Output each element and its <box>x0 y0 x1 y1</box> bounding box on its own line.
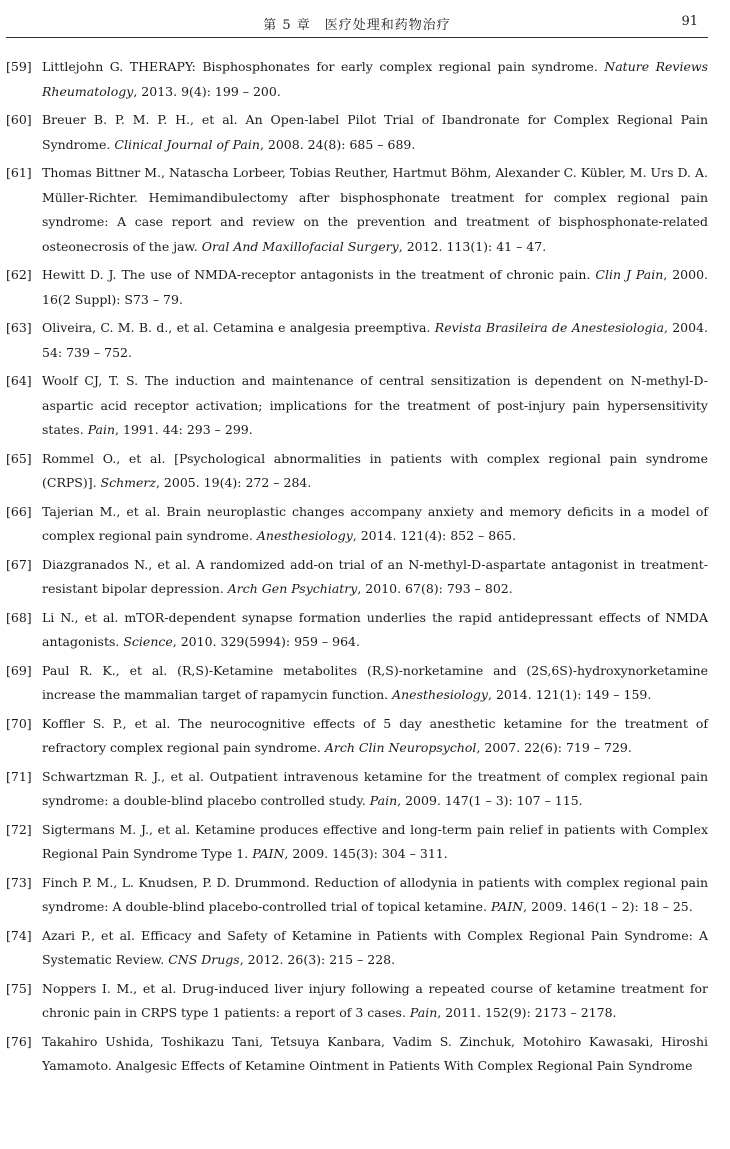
reference-number: [71] <box>6 768 32 784</box>
reference-number: [66] <box>6 503 32 519</box>
reference-item <box>6 500 708 549</box>
reference-item <box>6 108 708 157</box>
reference-item <box>6 263 708 312</box>
reference-text: Tajerian M., et al. Brain neuroplastic changes accompany anxiety and memory deficits in a model of complex regional pain syndrome. Anesthesiology, 2014. 121(4): 852 – 865. <box>42 503 708 543</box>
journal-name: Oral And Maxillofacial Surgery <box>201 238 399 254</box>
reference-item <box>6 369 708 443</box>
reference-number: [76] <box>6 1033 32 1049</box>
reference-text: Woolf CJ, T. S. The induction and maintenance of central sensitization is dependent on N-methyl-D-aspartic acid receptor activation; implications for the treatment of post-injury pain hypersensitivity states. Pain, 1991. 44: 293 – 299. <box>42 373 708 437</box>
journal-name: CNS Drugs <box>168 952 240 967</box>
reference-number: [64] <box>6 373 32 388</box>
journal-name: Pain <box>369 793 398 808</box>
reference-item <box>6 55 708 104</box>
reference-number: [72] <box>6 821 32 837</box>
page-number: 91 <box>681 14 698 29</box>
reference-list <box>6 55 708 1083</box>
journal-name: Arch Clin Neuropsychol <box>324 740 477 755</box>
reference-text: Diazgranados N., et al. A randomized add-on trial of an N-methyl-D-aspartate antagonist in treatment-resistant bipolar depression. Arch Gen Psychiatry, 2010. 67(8): 793 – 802. <box>42 556 708 596</box>
reference-text: Littlejohn G. THERAPY: Bisphosphonates for early complex regional pain syndrome. Nature Reviews Rheumatology, 2013. 9(4): 199 – 200. <box>42 59 708 99</box>
reference-text: Oliveira, C. M. B. d., et al. Cetamina e analgesia preemptiva. Revista Brasileira de Anestesiologia, 2004. 54: 739 – 752. <box>42 320 708 360</box>
reference-number: [63] <box>6 320 32 335</box>
journal-name: Science <box>123 634 173 649</box>
reference-item <box>6 659 708 708</box>
reference-number: [69] <box>6 662 32 678</box>
reference-item <box>6 606 708 655</box>
journal-name: PAIN <box>490 899 524 914</box>
reference-item <box>6 977 708 1026</box>
reference-item <box>6 712 708 761</box>
journal-name: Arch Gen Psychiatry <box>227 581 358 596</box>
reference-number: [65] <box>6 450 32 466</box>
journal-name: Pain <box>409 1005 438 1020</box>
reference-item <box>6 161 708 259</box>
journal-name: PAIN <box>252 846 285 861</box>
reference-number: [60] <box>6 112 32 127</box>
reference-text: Noppers I. M., et al. Drug-induced liver injury following a repeated course of ketamine treatment for chronic pain in CRPS type 1 patients: a report of 3 cases. Pain, 2011. 152(9): 2173 – 2178. <box>42 980 708 1020</box>
reference-text: Breuer B. P. M. P. H., et al. An Open-label Pilot Trial of Ibandronate for Complex Regional Pain Syndrome. Clinical Journal of Pain, 2008. 24(8): 685 – 689. <box>42 112 708 152</box>
reference-text: Sigtermans M. J., et al. Ketamine produces effective and long-term pain relief in patients with Complex Regional Pain Syndrome Type 1. PAIN, 2009. 145(3): 304 – 311. <box>42 821 708 861</box>
reference-text: Thomas Bittner M., Natascha Lorbeer, Tobias Reuther, Hartmut Böhm, Alexander C. Kübler, M. Urs D. A. Müller-Richter. Hemimandibulectomy after bisphosphonate treatment for complex regional pain syndrome: A case report and review on the prevention and treatment of bisphosphonate-related osteonecrosis of the jaw. Oral And Maxillofacial Surgery, 2012. 113(1): 41 – 47. <box>42 165 708 254</box>
reference-number: [75] <box>6 980 32 996</box>
reference-item <box>6 818 708 867</box>
reference-text: Koffler S. P., et al. The neurocognitive effects of 5 day anesthetic ketamine for the treatment of refractory complex regional pain syndrome. Arch Clin Neuropsychol, 2007. 22(6): 719 – 729. <box>42 715 708 755</box>
reference-number: [74] <box>6 927 32 943</box>
reference-text: Schwartzman R. J., et al. Outpatient intravenous ketamine for the treatment of complex regional pain syndrome: a double-blind placebo controlled study. Pain, 2009. 147(1 – 3): 107 – 115. <box>42 768 708 808</box>
journal-name: Schmerz <box>100 475 156 490</box>
reference-number: [70] <box>6 715 32 731</box>
reference-text: Azari P., et al. Efficacy and Safety of Ketamine in Patients with Complex Regional Pain Syndrome: A Systematic Review. CNS Drugs, 2012. 26(3): 215 – 228. <box>42 927 708 967</box>
journal-name: Clinical Journal of Pain <box>114 136 260 152</box>
journal-name: Pain <box>87 422 116 437</box>
reference-item <box>6 765 708 814</box>
journal-name: Revista Brasileira de Anestesiologia <box>434 320 664 335</box>
reference-number: [59] <box>6 59 32 74</box>
reference-item <box>6 871 708 920</box>
journal-name: Anesthesiology <box>392 687 488 702</box>
reference-item <box>6 447 708 496</box>
reference-number: [62] <box>6 267 32 282</box>
reference-text: Takahiro Ushida, Toshikazu Tani, Tetsuya Kanbara, Vadim S. Zinchuk, Motohiro Kawasaki, Hiroshi Yamamoto. Analgesic Effects of Ketamine Ointment in Patients With Complex Regional Pain Syndrome <box>42 1033 708 1073</box>
reference-item <box>6 1030 708 1079</box>
journal-name: Anesthesiology <box>256 528 353 543</box>
header-rule <box>6 37 708 38</box>
reference-text: Paul R. K., et al. (R,S)-Ketamine metabolites (R,S)-norketamine and (2S,6S)-hydroxynorketamine increase the mammalian target of rapamycin function. Anesthesiology, 2014. 121(1): 149 – 159. <box>42 662 708 702</box>
reference-text: Li N., et al. mTOR-dependent synapse formation underlies the rapid antidepressant effects of NMDA antagonists. Science, 2010. 329(5994): 959 – 964. <box>42 609 708 649</box>
journal-name: Clin J Pain <box>595 267 664 282</box>
reference-number: [61] <box>6 165 32 180</box>
reference-number: [67] <box>6 556 32 572</box>
reference-item <box>6 553 708 602</box>
reference-text: Hewitt D. J. The use of NMDA-receptor antagonists in the treatment of chronic pain. Clin J Pain, 2000. 16(2 Suppl): S73 – 79. <box>42 267 709 307</box>
reference-item <box>6 316 708 365</box>
page-header <box>6 8 708 36</box>
reference-number: [68] <box>6 609 32 625</box>
reference-text: Rommel O., et al. [Psychological abnormalities in patients with complex regional pain syndrome (CRPS)]. Schmerz, 2005. 19(4): 272 – 284. <box>42 450 708 490</box>
journal-name: Nature Reviews Rheumatology <box>42 59 708 99</box>
reference-item <box>6 924 708 973</box>
reference-number: [73] <box>6 874 32 890</box>
reference-text: Finch P. M., L. Knudsen, P. D. Drummond. Reduction of allodynia in patients with complex regional pain syndrome: A double-blind placebo-controlled trial of topical ketamine. PAIN, 2009. 146(1 – 2): 18 – 25. <box>42 874 708 914</box>
chapter-title: 第 5 章 医疗处理和药物治疗 <box>263 18 451 33</box>
